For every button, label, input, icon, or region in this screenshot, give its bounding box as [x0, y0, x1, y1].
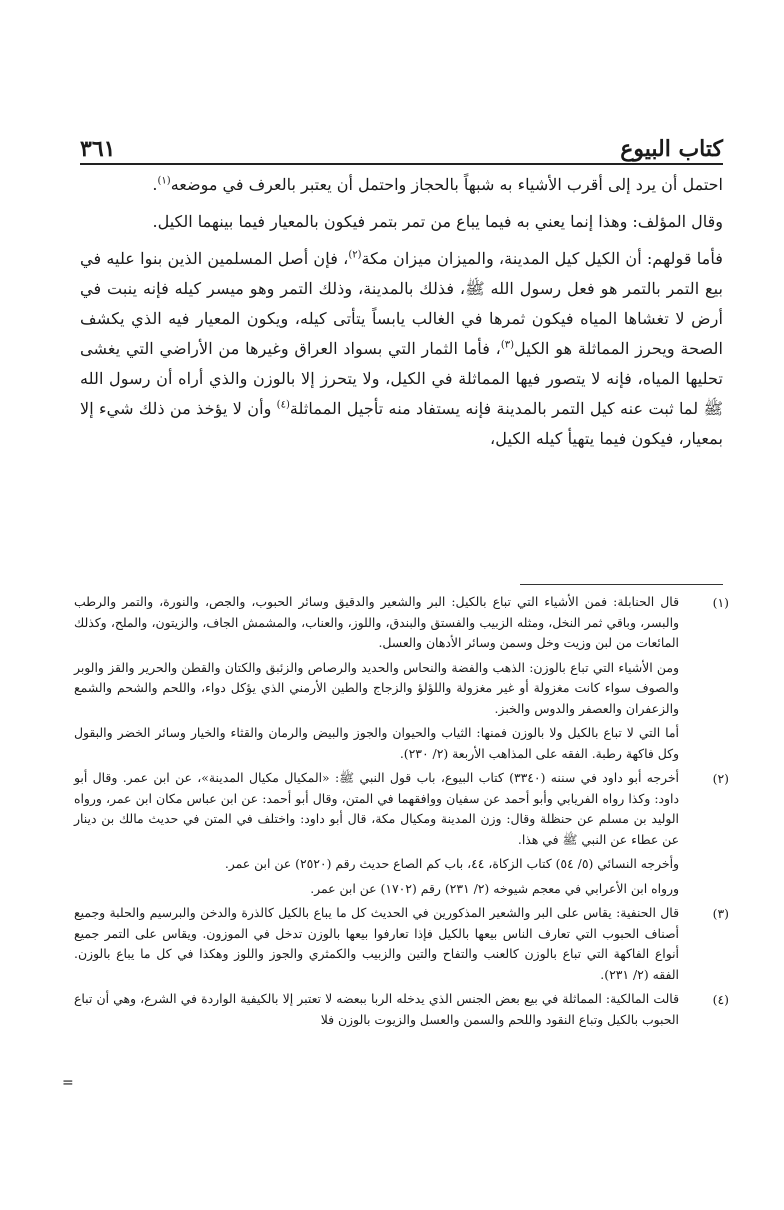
- footnote-text: قال الحنابلة: فمن الأشياء التي تباع بالكيل: البر والشعير والدقيق وسائر الحبوب، والجص، والنورة، والتمر والرطب والبسر، وباقي ثمر النخل، ومثله الزبيب والفستق والبندق، واللوز، والعناب، والمشمش الجاف، والزيتون، والملح، وكذلك المائعات من لبن وزيت وخل وسمن وسائر الأدهان والعسل.: [74, 594, 679, 650]
- header-rule: [80, 163, 723, 165]
- footnote-text: أخرجه أبو داود في سننه (٣٣٤٠) كتاب البيوع، باب قول النبي ﷺ: «المكيال مكيال المدينة»، عن ابن عمر. وقال أبو داود: وكذا رواه الفريابي وأبو أحمد عن سفيان ووافقهما في المتن، وقال أبو أحمد: عن ابن عباس مكان ابن عمر، ورواه الوليد بن مسلم عن حنظلة وقال: وزن المدينة ومكيال مكة، قال أبو داود: واختلف في المتن في حديث مالك بن دينار عن عطاء عن النبي ﷺ في هذا.: [74, 770, 679, 847]
- footnote-text: قال الحنفية: يقاس على البر والشعير المذكورين في الحديث كل ما يباع بالكيل كالذرة والدخن والبرسيم والحلبة وجميع أصناف الحبوب التي تعارف الناس بيعها بالكيل فإذا تعارفوا بيعها بالوزن تدخل في الموزون. ويقاس على التمر جميع أنواع الفاكهة التي تباع بالوزن كالعنب والتفاح والتين والزبيب والكمثري والجوز واللوز وهكذا في كل ما يباع بالوزن. الفقه (٢/ ٢٣١).: [74, 905, 679, 982]
- footnote-text: قالت المالكية: المماثلة في بيع بعض الجنس الذي يدخله الربا ببعضه لا تعتبر إلا بالكيفية الواردة في الشرع، وهي أن تباع الحبوب بالكيل وتباع النقود واللحم والسمن والعسل والزيوت بالوزن فلا: [74, 991, 679, 1027]
- footnote-ref-4: (٤): [276, 399, 290, 411]
- footnote: [74, 768, 729, 899]
- footnote-text: وأخرجه النسائي (٥/ ٥٤) كتاب الزكاة، ٤٤، باب كم الصاع حديث رقم (٢٥٢٠) عن ابن عمر.: [224, 856, 679, 871]
- footnotes: [74, 592, 729, 1034]
- footnote-number: (١): [712, 595, 729, 610]
- footnote-number: (٢): [712, 771, 729, 786]
- main-text: [80, 170, 723, 461]
- footnote-number: (٣): [712, 906, 729, 921]
- footnote: [74, 989, 729, 1030]
- footnote-separator: [520, 584, 723, 585]
- footnote-text: ورواه ابن الأعرابي في معجم شيوخه (٢/ ٢٣١) رقم (١٧٠٢) عن ابن عمر.: [310, 880, 679, 896]
- footnote: [74, 903, 729, 985]
- footnote-text: ومن الأشياء التي تباع بالوزن: الذهب والفضة والنحاس والحديد والرصاص والزئبق والكتان والقطن والحرير والقز والوبر والصوف سواء كانت مغزولة أو غير مغزولة واللؤلؤ والزجاج والطين الأرمني الذي يؤكل دواء، واللحم والشحم والشمع والزعفران والعصفر والدوس والخبز.: [74, 659, 679, 716]
- footnote: [74, 592, 729, 764]
- footnote-number: (٤): [712, 992, 729, 1007]
- footnote-text: أما التي لا تباع بالكيل ولا بالوزن فمنها: الثياب والحيوان والجوز والبيض والرمان والقثاء والخيار وسائر الخضر والبقول وكل فاكهة رطبة. الفقه على المذاهب الأربعة (٢/ ٢٣٠).: [74, 725, 679, 761]
- footnote-ref-2: (٢): [348, 249, 362, 261]
- chapter-title: كتاب البيوع: [620, 136, 723, 162]
- running-header: [80, 128, 723, 162]
- footnote-ref-3: (٣): [500, 339, 515, 351]
- paragraph-1: احتمل أن يرد إلى أقرب الأشياء به شبهاً بالحجاز واحتمل أن يعتبر بالعرف في موضعه$^{(١)}$.: [152, 175, 723, 194]
- paragraph-3: فأما قولهم: أن الكيل كيل المدينة، والميزان ميزان مكة$^{(٢)}$، فإن أصل المسلمين الذين بنوا عليه في بيع التمر بالتمر هو فعل رسول الله ﷺ، فذلك بالمدينة، وذلك التمر وهو ميسر كيله فإنه ينبت في أرض لا تغشاها المياه فيكون ثمرها في الغالب يابساً يتأتى كيله، ويكون المعيار فيه الذي يكشف الصحة ويحرز المماثلة هو الكيل$^{(٣)}$، فأما الثمار التي بسواد العراق وغيرها من الأراضي التي يغشى تحليها المياه، فإنه لا يتصور فيها المماثلة في الكيل، ولا يتحرز إلا بالوزن والذي أراه أن رسول الله ﷺ لما ثبت عنه كيل التمر بالمدينة فإنه يستفاد منه تأجيل المماثلة$^{(٤)}$ وأن لا يؤخذ من ذلك شيء إلا بمعيار، فيكون فيما يتهيأ كيله الكيل،: [80, 249, 724, 448]
- paragraph-2: وقال المؤلف: وهذا إنما يعني به فيما يباع من تمر بتمر فيكون بالمعيار فيما بينهما الكيل.: [152, 212, 723, 231]
- continuation-mark: =: [62, 1075, 74, 1091]
- page-number: ٣٦١: [80, 136, 116, 162]
- footnote-ref-1: (١): [157, 175, 171, 187]
